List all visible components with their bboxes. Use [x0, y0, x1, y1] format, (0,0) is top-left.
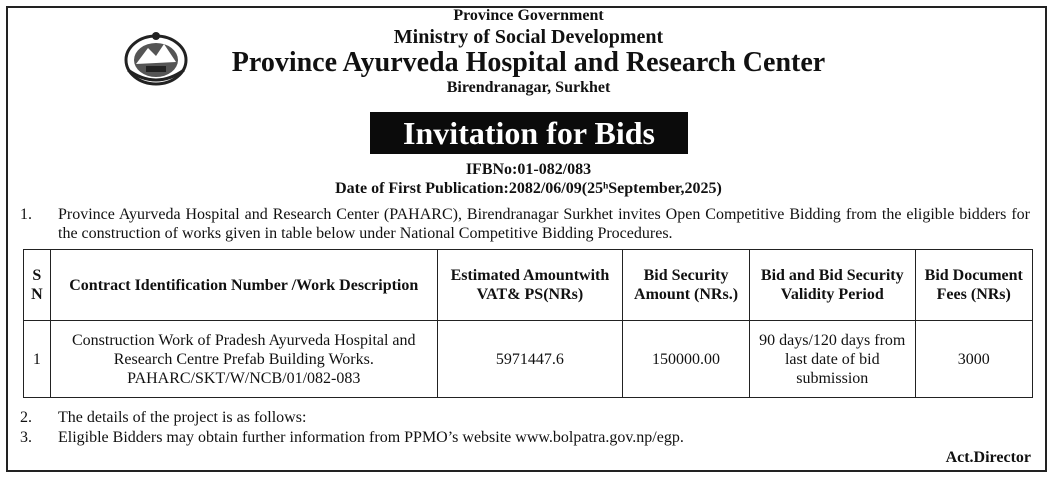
- cell-contract: Construction Work of Pradesh Ayurveda Hospital and Research Centre Prefab Building Works. PAHARC/SKT/W/NCB/01/082-083: [50, 321, 437, 398]
- header-fees: Bid Document Fees (NRs): [915, 250, 1032, 321]
- hospital-name: Province Ayurveda Hospital and Research Center: [231, 47, 826, 78]
- paragraph-text: Province Ayurveda Hospital and Research Center (PAHARC), Birendranagar Surkhet invites Open Competitive Bidding from the eligible bidders for the construction of works given in table below under National Competitive Bidding Procedures.: [58, 206, 1030, 242]
- cell-validity: 90 days/120 days from last date of bid submission: [750, 321, 916, 398]
- ifb-block: [0, 160, 1057, 198]
- paragraph-number: 2.: [20, 409, 32, 426]
- cell-sn: 1: [24, 321, 51, 398]
- paragraph-text: Eligible Bidders may obtain further information from PPMO’s website www.bolpatra.gov.np/egp.: [58, 429, 684, 446]
- table-header-row: [24, 250, 1033, 321]
- table-row: [24, 321, 1033, 398]
- ministry-name: Ministry of Social Development: [393, 26, 664, 48]
- signature-title: Act.Director: [945, 449, 1031, 466]
- header-sn: S N: [24, 250, 51, 321]
- header-estimated-amount: Estimated Amountwith VAT& PS(NRs): [437, 250, 622, 321]
- ifb-number: IFBNo:01-082/083: [465, 161, 592, 178]
- header-bid-security: Bid Security Amount (NRs.): [623, 250, 750, 321]
- publication-date: Date of First Publication:2082/06/09(25ʰSeptember,2025): [335, 180, 722, 197]
- cell-bid-security: 150000.00: [623, 321, 750, 398]
- paragraph-number: 1.: [20, 206, 32, 223]
- header-block: [0, 6, 1057, 98]
- header-contract: Contract Identification Number /Work Description: [50, 250, 437, 321]
- header-validity: Bid and Bid Security Validity Period: [750, 250, 916, 321]
- notice-title: Invitation for Bids: [370, 112, 688, 154]
- province-government: Province Government: [453, 7, 604, 24]
- hospital-address: Birendranagar, Surkhet: [446, 79, 611, 96]
- paragraph-text: The details of the project is as follows:: [58, 409, 307, 426]
- cell-estimated-amount: 5971447.6: [437, 321, 622, 398]
- paragraph-number: 3.: [20, 429, 32, 446]
- cell-fees: 3000: [915, 321, 1032, 398]
- bids-table: [23, 249, 1033, 398]
